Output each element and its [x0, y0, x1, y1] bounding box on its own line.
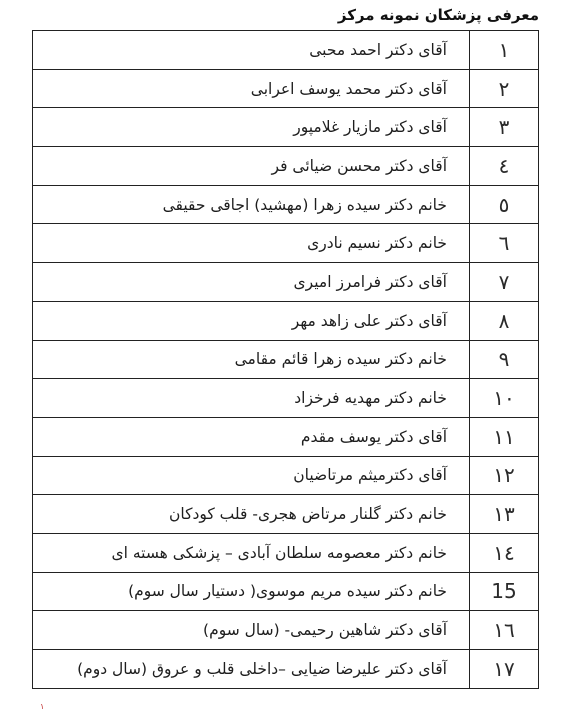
physician-name: آقای دکترمیثم مرتاضیان: [33, 456, 470, 495]
row-number: ٩: [470, 340, 539, 379]
table-body: [33, 31, 539, 689]
physician-name: آقای دکتر محسن ضیائی فر: [33, 147, 470, 186]
physician-name: خانم دکتر سیده مریم موسوی( دستیار سال سوم): [33, 572, 470, 611]
row-number: ٤: [470, 147, 539, 186]
physician-name: آقای دکتر علیرضا ضیایی –داخلی قلب و عروق (سال دوم): [33, 650, 470, 689]
physician-name: خانم دکتر سیده زهرا قائم مقامی: [33, 340, 470, 379]
physician-name: آقای دکتر علی زاهد مهر: [33, 301, 470, 340]
table-row: [33, 69, 539, 108]
row-number: ١٢: [470, 456, 539, 495]
row-number: ١٦: [470, 611, 539, 650]
row-number: ٦: [470, 224, 539, 263]
row-number: ٥: [470, 185, 539, 224]
page-number-mark: ١: [40, 702, 45, 711]
table-row: [33, 224, 539, 263]
table-row: [33, 301, 539, 340]
table-row: [33, 108, 539, 147]
table-row: [33, 572, 539, 611]
table-row: [33, 495, 539, 534]
physician-name: آقای دکتر یوسف مقدم: [33, 417, 470, 456]
physician-name: خانم دکتر معصومه سلطان آبادی – پزشکی هسته ای: [33, 533, 470, 572]
table-row: [33, 31, 539, 70]
table-row: [33, 417, 539, 456]
row-number: ١١: [470, 417, 539, 456]
physician-name: خانم دکتر نسیم نادری: [33, 224, 470, 263]
physician-name: خانم دکتر مهدیه فرخزاد: [33, 379, 470, 418]
row-number: ٧: [470, 263, 539, 302]
physicians-table: [32, 30, 539, 689]
row-number: ١٧: [470, 650, 539, 689]
table-row: [33, 185, 539, 224]
physician-name: خانم دکتر گلنار مرتاض هجری- قلب کودکان: [33, 495, 470, 534]
physician-name: خانم دکتر سیده زهرا (مهشید) اجاقی حقیقی: [33, 185, 470, 224]
table-row: [33, 650, 539, 689]
row-number: ١٠: [470, 379, 539, 418]
table-row: [33, 533, 539, 572]
physician-name: آقای دکتر احمد محبی: [33, 31, 470, 70]
row-number: ١٤: [470, 533, 539, 572]
physician-name: آقای دکتر مازیار غلامپور: [33, 108, 470, 147]
table-row: [33, 147, 539, 186]
table-row: [33, 340, 539, 379]
row-number: ١٣: [470, 495, 539, 534]
physician-name: آقای دکتر شاهین رحیمی- (سال سوم): [33, 611, 470, 650]
physician-name: آقای دکتر فرامرز امیری: [33, 263, 470, 302]
row-number: ٨: [470, 301, 539, 340]
page-title: معرفی پزشکان نمونه مرکز: [337, 6, 539, 24]
table-row: [33, 379, 539, 418]
table-row: [33, 263, 539, 302]
row-number: ٢: [470, 69, 539, 108]
physician-name: آقای دکتر محمد یوسف اعرابی: [33, 69, 470, 108]
row-number: ١: [470, 31, 539, 70]
row-number: 15: [470, 572, 539, 611]
row-number: ٣: [470, 108, 539, 147]
table-row: [33, 456, 539, 495]
table-row: [33, 611, 539, 650]
